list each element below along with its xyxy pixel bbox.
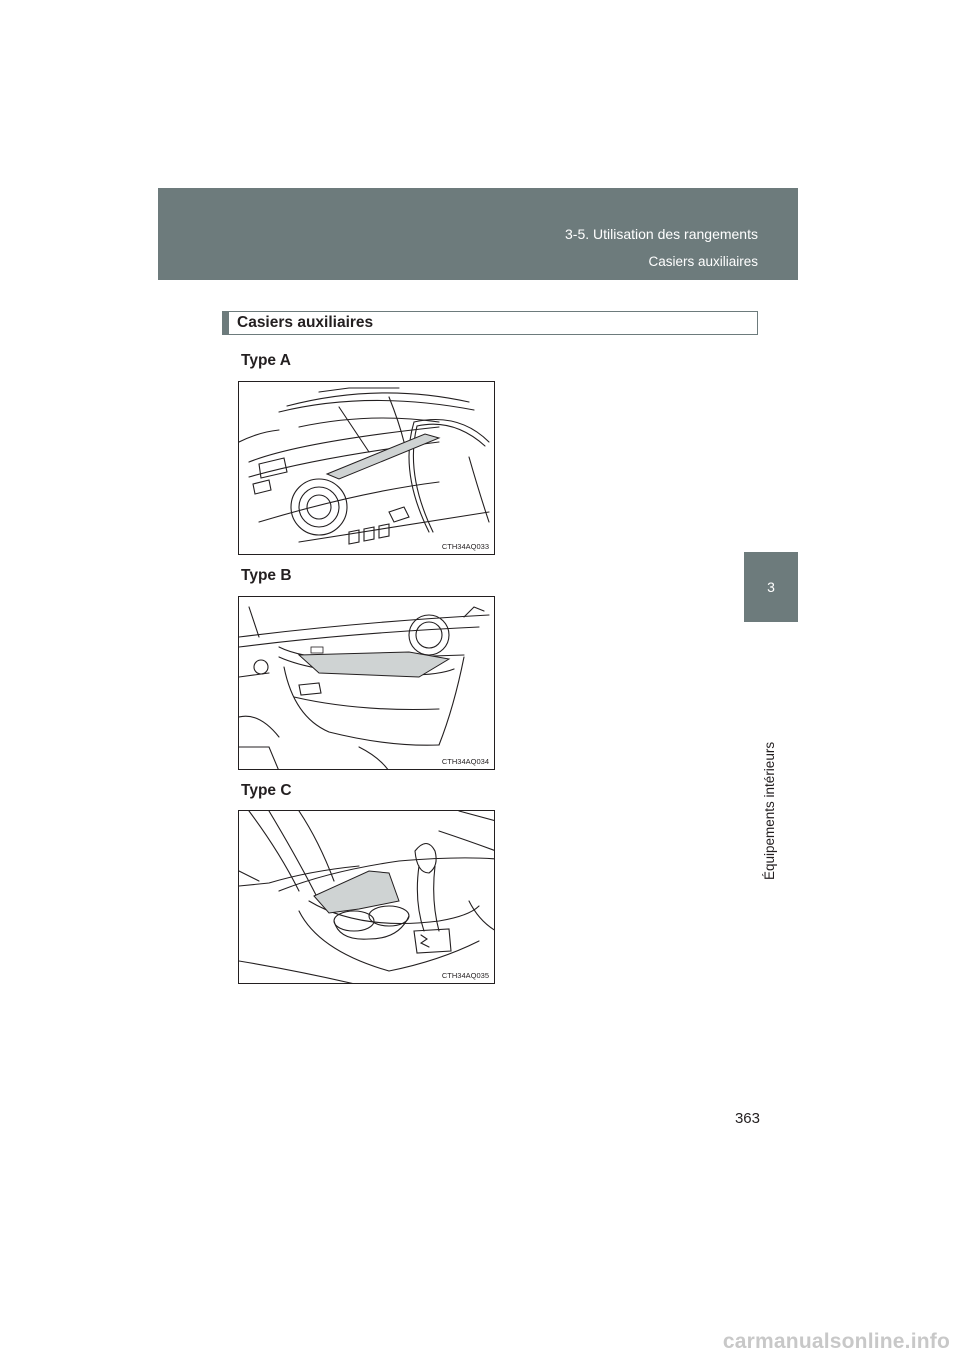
figure-type-a [238, 381, 495, 555]
header-subsection-title: Casiers auxiliaires [648, 254, 758, 269]
glovebox-tray-illustration [239, 597, 495, 770]
type-c-label: Type C [241, 782, 292, 799]
console-tray-illustration [239, 811, 495, 984]
watermark: carmanualsonline.info [722, 1330, 950, 1353]
figure-code-c: CTH34AQ035 [441, 971, 489, 980]
chapter-title: Équipements intérieurs [762, 741, 777, 880]
section-heading-marker [223, 312, 229, 334]
chapter-side-tab [744, 552, 798, 1032]
header-band [158, 188, 798, 280]
header-section-title: 3-5. Utilisation des rangements [565, 226, 758, 242]
type-b-label: Type B [241, 567, 292, 584]
section-heading [222, 311, 758, 335]
figure-code-a: CTH34AQ033 [441, 542, 489, 551]
section-heading-text: Casiers auxiliaires [237, 314, 374, 331]
page-number: 363 [734, 1110, 760, 1127]
chapter-number: 3 [744, 552, 798, 622]
dashboard-tray-illustration [239, 382, 495, 555]
figure-type-b [238, 596, 495, 770]
type-a-label: Type A [241, 352, 291, 369]
figure-type-c [238, 810, 495, 984]
figure-code-b: CTH34AQ034 [441, 757, 489, 766]
